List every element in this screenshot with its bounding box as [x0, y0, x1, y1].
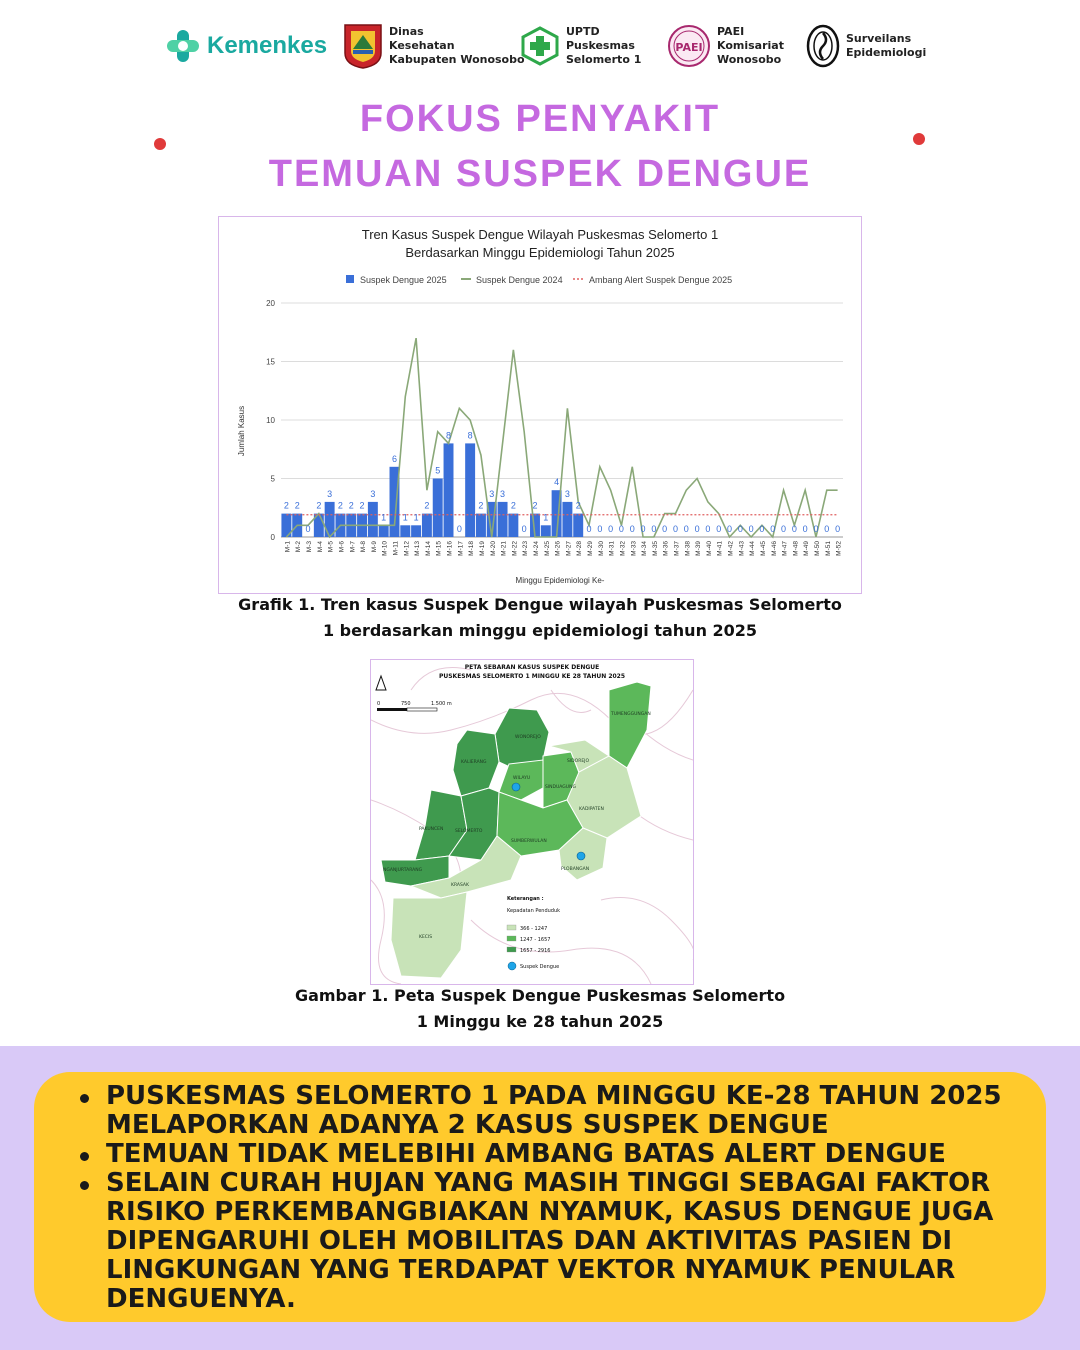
label-krasak: KRASAK	[451, 883, 469, 888]
x-tick-M-24: M-24	[532, 541, 540, 556]
x-tick-M-18: M-18	[468, 541, 476, 556]
map-caption-line-1: Gambar 1. Peta Suspek Dengue Puskesmas Selomerto	[294, 986, 786, 1005]
x-tick-M-13: M-13	[414, 541, 422, 556]
data-label-M-32: 0	[618, 524, 624, 534]
label-kecis: KECIS	[419, 935, 433, 940]
x-tick-M-9: M-9	[370, 541, 378, 553]
data-label-M-4: 2	[316, 500, 322, 511]
x-tick-M-6: M-6	[338, 541, 346, 553]
data-label-M-22: 2	[510, 500, 516, 511]
title-line-1: FOKUS PENYAKIT	[359, 98, 721, 140]
data-label-M-34: 0	[640, 524, 646, 534]
bar-M-27	[562, 502, 572, 537]
paei-emblem-icon	[667, 24, 711, 68]
map-title-2: PUSKESMAS SELOMERTO 1 MINGGU KE 28 TAHUN 2025	[438, 673, 626, 680]
x-tick-M-43: M-43	[738, 541, 746, 556]
data-label-M-18: 8	[467, 430, 473, 441]
label-nganjurtarang: NGANJURTARANG	[383, 868, 423, 873]
data-label-M-17: 0	[456, 524, 462, 534]
x-tick-M-25: M-25	[543, 541, 551, 556]
label-plobangan: PLOBANGAN	[561, 867, 590, 872]
y-tick-20: 20	[266, 299, 275, 308]
x-tick-M-47: M-47	[781, 541, 789, 556]
x-tick-M-4: M-4	[316, 541, 324, 553]
data-label-M-30: 0	[597, 524, 603, 534]
data-label-M-16: 8	[446, 430, 452, 441]
x-tick-M-19: M-19	[478, 541, 486, 556]
map-legend-item-1: 366 - 1247	[520, 926, 548, 932]
data-label-M-26: 4	[554, 477, 560, 488]
x-tick-M-46: M-46	[770, 541, 778, 556]
data-label-M-15: 5	[435, 465, 441, 476]
label-wilayu: WILAYU	[513, 776, 531, 781]
label-kalierang: KALIERANG	[461, 760, 487, 765]
label-sinduagung: SINDUAGUNG	[545, 785, 576, 790]
data-label-M-7: 2	[348, 500, 354, 511]
label-wonorejo: WONOREJO	[515, 735, 541, 740]
legend-swatch-2025	[346, 275, 354, 283]
data-label-M-28: 2	[575, 500, 581, 511]
bar-M-18	[465, 443, 475, 537]
scale-label-750: 750	[401, 701, 411, 707]
x-tick-M-7: M-7	[349, 541, 357, 553]
bar-M-21	[498, 502, 508, 537]
data-label-M-11: 6	[391, 453, 397, 464]
summary-item-1: PUSKESMAS SELOMERTO 1 PADA MINGGU KE-28 TAHUN 2025 MELAPORKAN ADANYA 2 KASUS SUSPEK DENGUE	[70, 1082, 1020, 1140]
data-label-M-21: 3	[500, 488, 506, 499]
bar-M-22	[508, 514, 518, 537]
data-label-M-52: 0	[835, 524, 841, 534]
x-tick-M-2: M-2	[295, 541, 303, 553]
bar-M-13	[411, 525, 421, 537]
puskesmas-icon	[520, 26, 560, 66]
chart-caption-line-1: Grafik 1. Tren kasus Suspek Dengue wilayah Puskesmas Selomerto	[238, 595, 842, 614]
data-label-M-37: 0	[672, 524, 678, 534]
surveilans-logo	[806, 18, 926, 74]
data-label-M-41: 0	[716, 524, 722, 534]
distribution-map-svg	[371, 660, 693, 984]
label-selomerto: SELOMERTO	[455, 829, 483, 834]
bar-M-16	[444, 443, 454, 537]
y-tick-10: 10	[266, 416, 275, 425]
map-caption-line-2: 1 Minggu ke 28 tahun 2025	[416, 1012, 664, 1031]
x-tick-M-26: M-26	[554, 541, 562, 556]
x-tick-M-12: M-12	[403, 541, 411, 556]
x-tick-M-27: M-27	[565, 541, 573, 556]
x-tick-M-51: M-51	[824, 541, 832, 556]
bar-M-25	[541, 525, 551, 537]
x-tick-M-36: M-36	[662, 541, 670, 556]
bar-M-19	[476, 514, 486, 537]
data-label-M-33: 0	[629, 524, 635, 534]
label-tumenggungan: TUMENGGUNGAN	[611, 712, 651, 717]
summary-list	[70, 1082, 1020, 1314]
map-legend-point: Suspek Dengue	[520, 964, 560, 970]
surveilans-emblem-icon	[806, 24, 840, 68]
data-label-M-14: 2	[424, 500, 430, 511]
paei-mark: PAEI	[675, 41, 703, 54]
data-label-M-6: 2	[337, 500, 343, 511]
paei-label: PAEI Komisariat Wonosobo	[717, 25, 784, 66]
summary-item-2: TEMUAN TIDAK MELEBIHI AMBANG BATAS ALERT DENGUE	[70, 1140, 1020, 1169]
data-label-M-51: 0	[824, 524, 830, 534]
data-label-M-36: 0	[662, 524, 668, 534]
trend-chart-svg	[219, 217, 861, 593]
legend-label-2024: Suspek Dengue 2024	[476, 275, 563, 285]
data-label-M-29: 0	[586, 524, 592, 534]
uptd-label: UPTD Puskesmas Selomerto 1	[566, 25, 642, 66]
data-label-M-45: 0	[759, 524, 765, 534]
chart-caption-line-2: 1 berdasarkan minggu epidemiologi tahun 2025	[322, 621, 758, 640]
chart-x-ticks	[284, 541, 842, 556]
bar-M-5	[325, 502, 335, 537]
data-label-M-25: 1	[543, 512, 549, 523]
label-kadipaten: KADIPATEN	[579, 807, 604, 812]
data-label-M-1: 2	[283, 500, 289, 511]
bar-M-9	[368, 502, 378, 537]
data-label-M-35: 0	[651, 524, 657, 534]
data-label-M-49: 0	[802, 524, 808, 534]
x-tick-M-32: M-32	[619, 541, 627, 556]
data-label-M-40: 0	[705, 524, 711, 534]
chart-caption	[0, 592, 1080, 644]
data-label-M-39: 0	[694, 524, 700, 534]
kemenkes-logo	[165, 18, 327, 74]
x-tick-M-23: M-23	[522, 541, 530, 556]
decor-dot-left	[154, 138, 166, 150]
map-legend-item-3: 1657 - 2916	[520, 948, 551, 954]
x-tick-M-10: M-10	[381, 541, 389, 556]
data-label-M-44: 0	[748, 524, 754, 534]
map-legend-item-2: 1247 - 1657	[520, 937, 551, 943]
x-tick-M-8: M-8	[360, 541, 368, 553]
chart-subtitle: Berdasarkan Minggu Epidemiologi Tahun 2025	[405, 245, 675, 260]
summary-item-3: SELAIN CURAH HUJAN YANG MASIH TINGGI SEBAGAI FAKTOR RISIKO PERKEMBANGBIAKAN NYAMUK, KASUS DENGUE JUGA DIPENGARUHI OLEH MOBILITAS DAN AKTIVITAS PASIEN DI LINGKUNGAN YANG TERDAPAT VEKTOR NYAMUK PENULAR DENGUENYA.	[70, 1169, 1020, 1314]
data-label-M-20: 3	[489, 488, 495, 499]
map-title-1: PETA SEBARAN KASUS SUSPEK DENGUE	[464, 664, 600, 671]
header-logos	[0, 18, 1080, 74]
wonosobo-crest-icon	[343, 23, 383, 69]
x-tick-M-33: M-33	[630, 541, 638, 556]
distribution-map	[370, 659, 694, 985]
x-tick-M-29: M-29	[587, 541, 595, 556]
data-label-M-42: 0	[727, 524, 733, 534]
data-label-M-24: 2	[532, 500, 538, 511]
x-tick-M-41: M-41	[716, 541, 724, 556]
suspek-point-plobangan	[577, 852, 585, 860]
y-tick-0: 0	[270, 533, 275, 542]
label-sidorejo: SIDOREJO	[567, 759, 590, 764]
x-tick-M-39: M-39	[695, 541, 703, 556]
bar-M-12	[400, 525, 410, 537]
data-label-M-13: 1	[413, 512, 419, 523]
kemenkes-icon	[165, 28, 201, 64]
data-label-M-19: 2	[478, 500, 484, 511]
y-tick-5: 5	[270, 474, 275, 484]
suspek-point-wilayu	[512, 783, 520, 791]
surveilans-label: Surveilans Epidemiologi	[846, 32, 927, 59]
x-tick-M-35: M-35	[651, 541, 659, 556]
x-tick-M-31: M-31	[608, 541, 616, 556]
x-tick-M-20: M-20	[489, 541, 497, 556]
data-label-M-38: 0	[683, 524, 689, 534]
x-tick-M-40: M-40	[705, 541, 713, 556]
x-tick-M-49: M-49	[803, 541, 811, 556]
map-caption	[0, 983, 1080, 1035]
x-tick-M-37: M-37	[673, 541, 681, 556]
x-tick-M-16: M-16	[446, 541, 454, 556]
map-legend-title: Keterangan :	[507, 896, 544, 902]
bar-M-15	[433, 479, 443, 538]
data-label-M-2: 2	[294, 500, 300, 511]
data-label-M-46: 0	[770, 524, 776, 534]
x-tick-M-17: M-17	[457, 541, 465, 556]
bar-M-28	[573, 514, 583, 537]
x-tick-M-30: M-30	[597, 541, 605, 556]
data-label-M-27: 3	[564, 488, 570, 499]
x-tick-M-15: M-15	[435, 541, 443, 556]
x-tick-M-44: M-44	[749, 541, 757, 556]
legend-label-2025: Suspek Dengue 2025	[360, 275, 447, 285]
data-label-M-9: 3	[370, 488, 376, 499]
data-label-M-47: 0	[781, 524, 787, 534]
title-line-2: TEMUAN SUSPEK DENGUE	[268, 153, 812, 195]
x-tick-M-28: M-28	[576, 541, 584, 556]
paei-logo	[667, 18, 784, 74]
x-tick-M-21: M-21	[500, 541, 508, 556]
dinkes-label: Dinas Kesehatan Kabupaten Wonosobo	[389, 25, 525, 66]
x-tick-M-3: M-3	[306, 541, 314, 553]
x-tick-M-14: M-14	[424, 541, 432, 556]
data-label-M-12: 1	[402, 512, 408, 523]
data-label-M-8: 2	[359, 500, 365, 511]
legend-label-alert: Ambang Alert Suspek Dengue 2025	[589, 275, 733, 285]
x-tick-M-50: M-50	[813, 541, 821, 556]
x-tick-M-45: M-45	[759, 541, 767, 556]
x-tick-M-22: M-22	[511, 541, 519, 556]
data-label-M-48: 0	[791, 524, 797, 534]
data-label-M-31: 0	[608, 524, 614, 534]
x-tick-M-38: M-38	[684, 541, 692, 556]
x-tick-M-34: M-34	[641, 541, 649, 556]
chart-xlabel: Minggu Epidemiologi Ke-	[515, 576, 605, 585]
chart-ylabel: Jumlah Kasus	[237, 405, 246, 457]
x-tick-M-42: M-42	[727, 541, 735, 556]
scale-label-1500: 1.500 m	[431, 701, 452, 707]
x-tick-M-5: M-5	[327, 541, 335, 553]
x-tick-M-48: M-48	[792, 541, 800, 556]
data-label-M-43: 0	[737, 524, 743, 534]
chart-title: Tren Kasus Suspek Dengue Wilayah Puskesmas Selomerto 1	[361, 227, 719, 242]
data-label-M-5: 3	[327, 488, 333, 499]
decor-dot-right	[913, 133, 925, 145]
x-tick-M-52: M-52	[835, 541, 843, 556]
x-tick-M-1: M-1	[284, 541, 292, 553]
kemenkes-word: Kemenkes	[207, 32, 328, 59]
data-label-M-50: 0	[813, 524, 819, 534]
scale-label-0: 0	[377, 701, 381, 707]
bar-M-14	[422, 514, 432, 537]
uptd-logo	[520, 18, 641, 74]
trend-chart	[218, 216, 862, 594]
y-tick-15: 15	[266, 357, 275, 367]
map-legend-sub: Kepadatan Penduduk	[507, 908, 561, 914]
bar-M-10	[379, 525, 389, 537]
label-sumberwulan: SUMBERWULAN	[511, 839, 547, 844]
dinkes-logo	[343, 18, 525, 74]
chart-legend	[346, 275, 732, 285]
data-label-M-3: 0	[305, 524, 311, 534]
data-label-M-10: 1	[381, 512, 387, 523]
x-tick-M-11: M-11	[392, 541, 400, 556]
data-label-M-23: 0	[521, 524, 527, 534]
label-pakuncen: PAKUNCEN	[419, 827, 444, 832]
